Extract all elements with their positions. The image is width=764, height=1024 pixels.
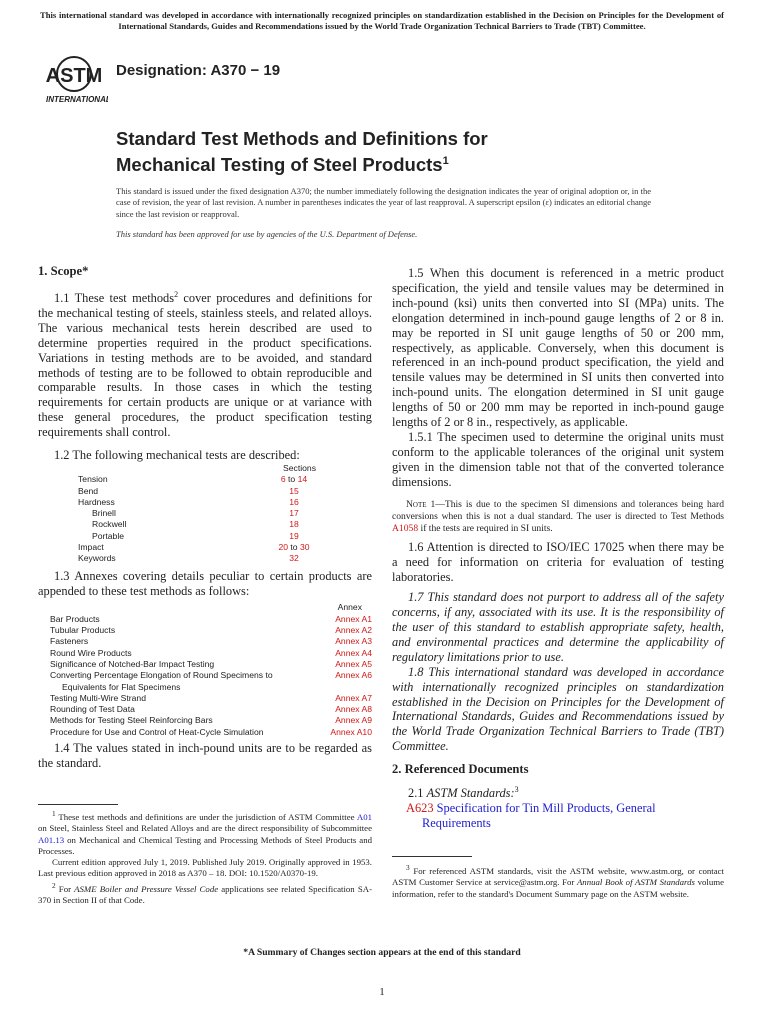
footnote-rule	[38, 804, 118, 805]
table-row	[38, 636, 372, 647]
paragraph-1-4: 1.4 The values stated in inch-pound units are to be regarded as the standard.	[38, 741, 372, 770]
section-link[interactable]: 6	[280, 474, 286, 485]
annex-link[interactable]: Annex A7	[335, 692, 372, 703]
test-name: Tension	[78, 474, 108, 485]
tests-table	[78, 463, 318, 565]
svg-text:INTERNATIONAL: INTERNATIONAL	[46, 95, 108, 104]
dod-note: This standard has been approved for use by agencies of the U.S. Department of Defense.	[116, 229, 418, 239]
title-line: Standard Test Methods and Definitions for	[116, 128, 488, 149]
column-header: Sections	[283, 463, 316, 473]
annex-topic: Round Wire Products	[50, 647, 132, 658]
table-row: Impact 20 to 30	[78, 542, 310, 553]
paragraph-1-6: 1.6 Attention is directed to ISO/IEC 17025 when there may be a need for information on criteria for evaluation of testing laboratories.	[392, 540, 724, 585]
footnote-ref[interactable]: 1	[442, 155, 449, 167]
column-header: Annex	[337, 602, 362, 613]
issue-note: This standard is issued under the fixed designation A370; the number immediately following the designation indicates the year of original adoption or, in the case of revision, the year of last revision. A number in parentheses indicates the year of last reapproval. A superscript epsilon (ε) indicates an editorial change since the last revision or reapproval.	[116, 186, 651, 219]
table-row	[78, 486, 318, 497]
test-name: Impact	[78, 542, 104, 553]
section-heading-referenced-documents: 2. Referenced Documents	[392, 762, 529, 777]
left-column	[38, 264, 372, 771]
table-row	[78, 508, 318, 519]
right-column	[392, 266, 724, 831]
table-row	[38, 670, 372, 681]
annex-link[interactable]: Annex A1	[335, 613, 372, 624]
annex-topic: Fasteners	[50, 636, 89, 647]
annex-link[interactable]: Annex A5	[335, 658, 372, 669]
section-link[interactable]: 32	[289, 553, 299, 564]
test-name: Portable	[92, 530, 125, 541]
section-link[interactable]: 30	[299, 542, 310, 553]
annex-topic: Tubular Products	[50, 625, 116, 636]
annex-topic-continued: Equivalents for Flat Specimens	[62, 681, 181, 692]
paragraph-1-8: 1.8 This international standard was developed in accordance with internationally recognized principles on standardization established in the Decision on Principles for the Development of International Standards, Guides and Recommendations issued by the World Trade Organization Technical Barriers to Trade (TBT) Committee.	[392, 664, 724, 754]
reference-a623[interactable]: A623 Specification for Tin Mill Products, General Requirements	[406, 801, 656, 831]
paragraph-2-1: 2.1 ASTM Standards:$^3$	[408, 785, 519, 801]
section-link[interactable]: 20	[278, 542, 289, 553]
section-heading-scope: 1. Scope*	[38, 264, 89, 278]
table-row	[38, 648, 372, 659]
table-row	[38, 625, 372, 636]
annex-table	[38, 602, 372, 738]
svg-text:ASTM: ASTM	[45, 65, 103, 87]
section-link[interactable]: 19	[289, 530, 299, 541]
annex-topic: Procedure for Use and Control of Heat-Cycle Simulation	[50, 726, 264, 737]
footnote-2: $^2$ For ASME Boiler and Pressure Vessel Code applications see related Specification SA-370 in Section II of that Code.	[38, 880, 372, 905]
paragraph-1-1: 1.1 These test methods$^2$ cover procedures and definitions for the mechanical testing of steels, stainless steels, and related alloys. The various mechanical tests herein described are used to determine properties required in the product specifications. Variations in testing methods are to be avoided, and standard methods of testing are to be followed to obtain reproducible and comparable results. In those cases in which the testing requirements for certain products are unique or at variance with these general procedures, the product specification testing requirements shall control.	[38, 289, 372, 440]
footnotes-right	[392, 862, 724, 900]
summary-of-changes-note: *A Summary of Changes section appears at the end of this standard	[243, 947, 521, 958]
test-name: Keywords	[78, 553, 116, 564]
annex-topic: Rounding of Test Data	[50, 704, 135, 715]
section-link[interactable]: 15	[289, 485, 299, 496]
table-row	[78, 497, 318, 508]
title-line: Mechanical Testing of Steel Products	[116, 154, 443, 176]
footnotes-left	[38, 808, 372, 906]
annex-link[interactable]: Annex A10	[330, 726, 372, 737]
table-row	[38, 715, 372, 726]
annex-topic: Methods for Testing Steel Reinforcing Bars	[50, 715, 213, 726]
paragraph-1-3: 1.3 Annexes covering details peculiar to certain products are appended to these test methods as follows:	[38, 568, 372, 598]
table-row	[38, 693, 372, 704]
designation: Designation: A370 − 19	[116, 62, 281, 79]
annex-topic: Testing Multi-Wire Strand	[50, 692, 146, 703]
paragraph-1-5: 1.5 When this document is referenced in a metric product specification, the yield and tensile values may be determined in inch-pound (ksi) units then converted into SI (MPa) units. The elongation determined in inch-pound gauge lengths of 2 or 8 in. may be reported in SI unit gauge lengths of 50 or 200 mm, respectively, as applicable. Conversely, when this document is referenced in an inch-pound product specification, the yield and tensile values may be determined in SI units then converted into inch-pound units. The elongation determined in SI unit gauge lengths of 50 or 200 mm may be reported in inch-pound gauge lengths of 2 or 8 in., respectively, as applicable.	[392, 266, 724, 430]
annex-topic: Bar Products	[50, 613, 100, 624]
annex-link[interactable]: Annex A2	[335, 625, 372, 636]
footnote-1: $^1$ These test methods and definitions are under the jurisdiction of ASTM Committee A01 on Steel, Stainless Steel and Related Alloys and are the direct responsibility of Subcommittee A01.13 on Mechanical and Chemical Testing and Processing Methods of Steel Products and Processes.	[38, 809, 372, 856]
footnote-3: $^3$ For referenced ASTM standards, visit the ASTM website, www.astm.org, or contact ASTM Customer Service at service@astm.org. For Annual Book of ASTM Standards volume information, refer to the standard's Document Summary page on the ASTM website.	[392, 863, 724, 899]
subcommittee-link[interactable]: A01.13	[38, 834, 65, 845]
section-link[interactable]: 17	[289, 508, 299, 519]
document-title	[116, 128, 488, 176]
note-1: Note 1—This is due to the specimen SI dimensions and tolerances being hard conversions when this is not a dual standard. The user is directed to Test Methods A1058 if the tests are required in SI units.	[392, 498, 725, 535]
table-row	[78, 553, 318, 564]
annex-link[interactable]: Annex A9	[335, 715, 372, 726]
page-number: 1	[379, 986, 385, 998]
a1058-link[interactable]: A1058	[392, 523, 419, 535]
table-row	[38, 659, 372, 670]
test-name: Brinell	[92, 508, 116, 519]
paragraph-1-5-1: 1.5.1 The specimen used to determine the original units must conform to the applicable tolerances of the original unit system given in the dimension table not that of the converted tolerance dimensions.	[392, 429, 724, 489]
annex-link[interactable]: Annex A6	[335, 670, 372, 681]
test-name: Hardness	[78, 496, 115, 507]
header-notice: This international standard was developed in accordance with internationally recognized principles on standardization established in the Decision on Principles for the Development of International Standards, Guides and Recommendations issued by the World Trade Organization Technical Barriers to Trade (TBT) Committee.	[40, 10, 724, 31]
annex-link[interactable]: Annex A3	[335, 636, 372, 647]
footnote-rule	[392, 856, 472, 857]
section-link[interactable]: 18	[289, 519, 299, 530]
astm-logo	[44, 54, 108, 104]
table-row	[78, 531, 318, 542]
paragraph-1-2: 1.2 The following mechanical tests are described:	[54, 448, 300, 463]
paragraph-1-7: 1.7 This standard does not purport to address all of the safety concerns, if any, associated with its use. It is the responsibility of the user of this standard to establish appropriate safety, health, and environmental practices and determine the applicability of regulatory limitations prior to use.	[392, 590, 724, 664]
edition-note: Current edition approved July 1, 2019. Published July 2019. Originally approved in 1953. Last previous edition approved in 2018 as A370 – 18. DOI: 10.1520/A0370-19.	[38, 857, 372, 879]
section-link[interactable]: 16	[289, 496, 299, 507]
test-name: Rockwell	[92, 519, 127, 530]
section-link[interactable]: 14	[297, 474, 308, 485]
test-name: Bend	[78, 485, 99, 496]
annex-topic: Converting Percentage Elongation of Round Specimens to	[50, 670, 273, 681]
annex-link[interactable]: Annex A4	[335, 647, 372, 658]
table-row	[38, 704, 372, 715]
table-row	[38, 727, 372, 738]
annex-topic: Significance of Notched-Bar Impact Testing	[50, 658, 215, 669]
table-row	[38, 614, 372, 625]
table-row: Tension 6 to 14	[78, 474, 308, 485]
committee-link[interactable]: A01	[356, 811, 372, 822]
annex-link[interactable]: Annex A8	[335, 704, 372, 715]
table-row	[78, 519, 318, 530]
